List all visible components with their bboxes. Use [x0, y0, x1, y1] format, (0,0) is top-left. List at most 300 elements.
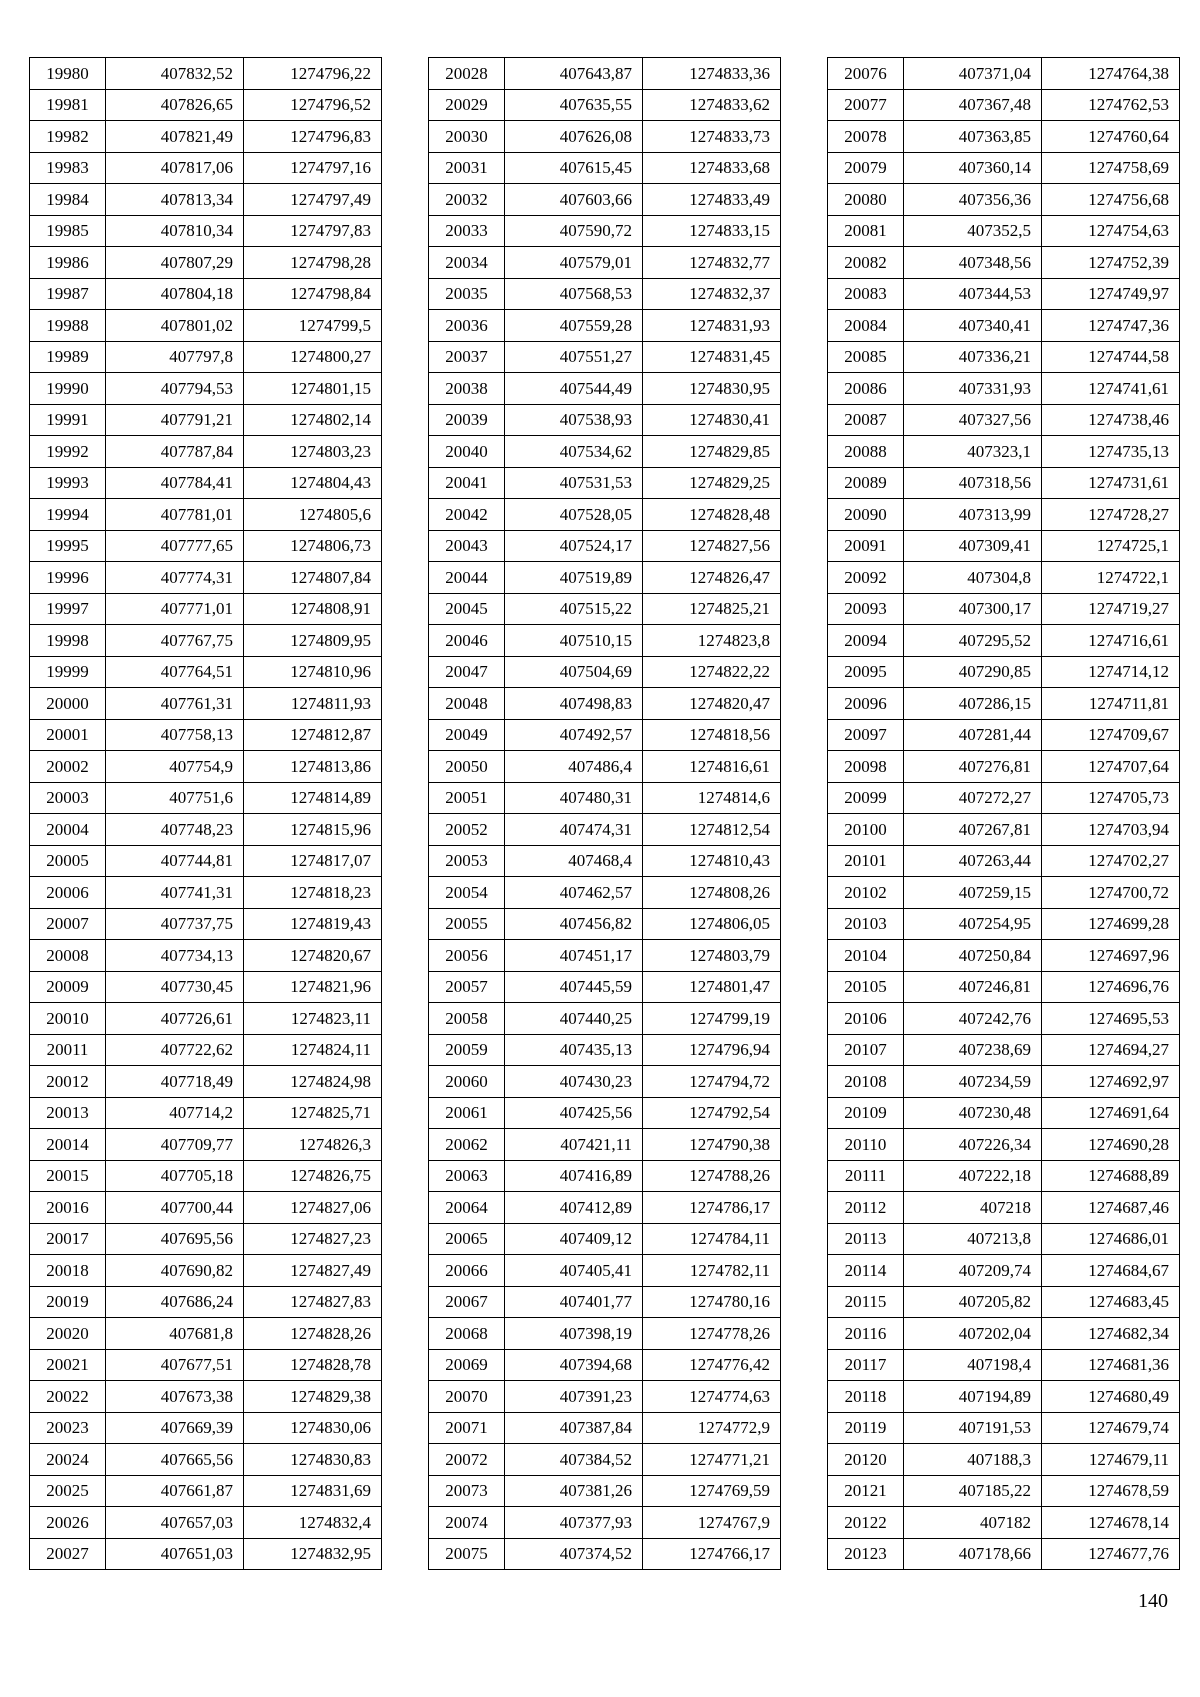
- x-coordinate-cell: 407238,69: [904, 1034, 1042, 1066]
- y-coordinate-cell: 1274833,68: [643, 152, 781, 184]
- table-row: [429, 530, 781, 562]
- table-row: [828, 1475, 1180, 1507]
- table-row: [30, 341, 382, 373]
- point-id-cell: 20021: [30, 1349, 106, 1381]
- point-id-cell: 20045: [429, 593, 505, 625]
- point-id-cell: 19980: [30, 58, 106, 90]
- point-id-cell: 20057: [429, 971, 505, 1003]
- x-coordinate-cell: 407194,89: [904, 1381, 1042, 1413]
- y-coordinate-cell: 1274769,59: [643, 1475, 781, 1507]
- y-coordinate-cell: 1274749,97: [1042, 278, 1180, 310]
- table-row: [828, 1223, 1180, 1255]
- x-coordinate-cell: 407209,74: [904, 1255, 1042, 1287]
- table-row: [429, 1349, 781, 1381]
- table-row: [828, 593, 1180, 625]
- point-id-cell: 20001: [30, 719, 106, 751]
- y-coordinate-cell: 1274722,1: [1042, 562, 1180, 594]
- point-id-cell: 20108: [828, 1066, 904, 1098]
- table-row: [30, 877, 382, 909]
- point-id-cell: 20020: [30, 1318, 106, 1350]
- table-row: [30, 656, 382, 688]
- y-coordinate-cell: 1274824,11: [244, 1034, 382, 1066]
- y-coordinate-cell: 1274832,77: [643, 247, 781, 279]
- point-id-cell: 20088: [828, 436, 904, 468]
- table-row: [30, 310, 382, 342]
- table-row: [30, 530, 382, 562]
- y-coordinate-cell: 1274832,37: [643, 278, 781, 310]
- x-coordinate-cell: 407524,17: [505, 530, 643, 562]
- point-id-cell: 20100: [828, 814, 904, 846]
- table-row: [828, 152, 1180, 184]
- x-coordinate-cell: 407230,48: [904, 1097, 1042, 1129]
- x-coordinate-cell: 407748,23: [106, 814, 244, 846]
- table-row: [828, 971, 1180, 1003]
- x-coordinate-cell: 407568,53: [505, 278, 643, 310]
- y-coordinate-cell: 1274805,6: [244, 499, 382, 531]
- y-coordinate-cell: 1274806,05: [643, 908, 781, 940]
- table-row: [828, 877, 1180, 909]
- x-coordinate-cell: 407791,21: [106, 404, 244, 436]
- table-row: [828, 908, 1180, 940]
- point-id-cell: 20038: [429, 373, 505, 405]
- y-coordinate-cell: 1274803,23: [244, 436, 382, 468]
- y-coordinate-cell: 1274820,67: [244, 940, 382, 972]
- table-row: [828, 1286, 1180, 1318]
- table-row: [30, 404, 382, 436]
- x-coordinate-cell: 407430,23: [505, 1066, 643, 1098]
- table-row: [828, 1318, 1180, 1350]
- x-coordinate-cell: 407734,13: [106, 940, 244, 972]
- x-coordinate-cell: 407222,18: [904, 1160, 1042, 1192]
- y-coordinate-cell: 1274788,26: [643, 1160, 781, 1192]
- table-row: [30, 1412, 382, 1444]
- table-row: [828, 1349, 1180, 1381]
- y-coordinate-cell: 1274782,11: [643, 1255, 781, 1287]
- table-row: [30, 1192, 382, 1224]
- x-coordinate-cell: 407821,49: [106, 121, 244, 153]
- table-row: [429, 373, 781, 405]
- point-id-cell: 20084: [828, 310, 904, 342]
- table-row: [429, 1066, 781, 1098]
- point-id-cell: 19985: [30, 215, 106, 247]
- point-id-cell: 20087: [828, 404, 904, 436]
- table-row: [429, 1034, 781, 1066]
- point-id-cell: 20033: [429, 215, 505, 247]
- x-coordinate-cell: 407794,53: [106, 373, 244, 405]
- y-coordinate-cell: 1274825,71: [244, 1097, 382, 1129]
- table-row: [828, 58, 1180, 90]
- table-row: [30, 247, 382, 279]
- x-coordinate-cell: 407445,59: [505, 971, 643, 1003]
- point-id-cell: 20062: [429, 1129, 505, 1161]
- point-id-cell: 20091: [828, 530, 904, 562]
- table-row: [429, 404, 781, 436]
- point-id-cell: 20046: [429, 625, 505, 657]
- table-row: [30, 1003, 382, 1035]
- table-row: [30, 215, 382, 247]
- y-coordinate-cell: 1274812,54: [643, 814, 781, 846]
- point-id-cell: 20077: [828, 89, 904, 121]
- point-id-cell: 20069: [429, 1349, 505, 1381]
- y-coordinate-cell: 1274694,27: [1042, 1034, 1180, 1066]
- point-id-cell: 20031: [429, 152, 505, 184]
- x-coordinate-cell: 407700,44: [106, 1192, 244, 1224]
- table-row: [30, 625, 382, 657]
- y-coordinate-cell: 1274766,17: [643, 1538, 781, 1570]
- x-coordinate-cell: 407761,31: [106, 688, 244, 720]
- point-id-cell: 20066: [429, 1255, 505, 1287]
- y-coordinate-cell: 1274813,86: [244, 751, 382, 783]
- x-coordinate-cell: 407377,93: [505, 1507, 643, 1539]
- point-id-cell: 20030: [429, 121, 505, 153]
- table-row: [429, 247, 781, 279]
- table-row: [828, 467, 1180, 499]
- table-row: [429, 152, 781, 184]
- y-coordinate-cell: 1274794,72: [643, 1066, 781, 1098]
- x-coordinate-cell: 407480,31: [505, 782, 643, 814]
- table-row: [429, 1160, 781, 1192]
- y-coordinate-cell: 1274691,64: [1042, 1097, 1180, 1129]
- x-coordinate-cell: 407722,62: [106, 1034, 244, 1066]
- x-coordinate-cell: 407300,17: [904, 593, 1042, 625]
- point-id-cell: 19999: [30, 656, 106, 688]
- point-id-cell: 20052: [429, 814, 505, 846]
- coordinate-table-2: [428, 57, 781, 1570]
- table-row: [828, 436, 1180, 468]
- x-coordinate-cell: 407435,13: [505, 1034, 643, 1066]
- table-row: [429, 971, 781, 1003]
- x-coordinate-cell: 407295,52: [904, 625, 1042, 657]
- table-row: [30, 499, 382, 531]
- point-id-cell: 20109: [828, 1097, 904, 1129]
- y-coordinate-cell: 1274826,47: [643, 562, 781, 594]
- x-coordinate-cell: 407304,8: [904, 562, 1042, 594]
- table-row: [429, 814, 781, 846]
- point-id-cell: 20014: [30, 1129, 106, 1161]
- point-id-cell: 20090: [828, 499, 904, 531]
- table-row: [828, 562, 1180, 594]
- coordinate-table-1: [29, 57, 382, 1570]
- y-coordinate-cell: 1274731,61: [1042, 467, 1180, 499]
- table-row: [828, 1034, 1180, 1066]
- point-id-cell: 20076: [828, 58, 904, 90]
- point-id-cell: 19989: [30, 341, 106, 373]
- y-coordinate-cell: 1274774,63: [643, 1381, 781, 1413]
- table-row: [429, 1318, 781, 1350]
- x-coordinate-cell: 407234,59: [904, 1066, 1042, 1098]
- table-row: [828, 625, 1180, 657]
- y-coordinate-cell: 1274828,78: [244, 1349, 382, 1381]
- y-coordinate-cell: 1274680,49: [1042, 1381, 1180, 1413]
- x-coordinate-cell: 407673,38: [106, 1381, 244, 1413]
- point-id-cell: 20118: [828, 1381, 904, 1413]
- y-coordinate-cell: 1274803,79: [643, 940, 781, 972]
- y-coordinate-cell: 1274820,47: [643, 688, 781, 720]
- y-coordinate-cell: 1274796,83: [244, 121, 382, 153]
- point-id-cell: 20116: [828, 1318, 904, 1350]
- x-coordinate-cell: 407635,55: [505, 89, 643, 121]
- y-coordinate-cell: 1274683,45: [1042, 1286, 1180, 1318]
- x-coordinate-cell: 407202,04: [904, 1318, 1042, 1350]
- y-coordinate-cell: 1274678,14: [1042, 1507, 1180, 1539]
- point-id-cell: 20059: [429, 1034, 505, 1066]
- table-row: [828, 341, 1180, 373]
- x-coordinate-cell: 407486,4: [505, 751, 643, 783]
- table-row: [30, 121, 382, 153]
- point-id-cell: 20044: [429, 562, 505, 594]
- point-id-cell: 20023: [30, 1412, 106, 1444]
- point-id-cell: 20121: [828, 1475, 904, 1507]
- table-row: [30, 1129, 382, 1161]
- x-coordinate-cell: 407352,5: [904, 215, 1042, 247]
- table-row: [429, 1538, 781, 1570]
- table-row: [828, 688, 1180, 720]
- table-row: [30, 1444, 382, 1476]
- y-coordinate-cell: 1274811,93: [244, 688, 382, 720]
- point-id-cell: 19990: [30, 373, 106, 405]
- table-row: [30, 908, 382, 940]
- point-id-cell: 19995: [30, 530, 106, 562]
- table-row: [429, 845, 781, 877]
- y-coordinate-cell: 1274808,26: [643, 877, 781, 909]
- y-coordinate-cell: 1274741,61: [1042, 373, 1180, 405]
- page-number: 140: [1138, 1590, 1168, 1612]
- point-id-cell: 20013: [30, 1097, 106, 1129]
- y-coordinate-cell: 1274695,53: [1042, 1003, 1180, 1035]
- table-row: [30, 89, 382, 121]
- y-coordinate-cell: 1274796,22: [244, 58, 382, 90]
- x-coordinate-cell: 407348,56: [904, 247, 1042, 279]
- y-coordinate-cell: 1274735,13: [1042, 436, 1180, 468]
- table-row: [828, 1129, 1180, 1161]
- table-row: [30, 940, 382, 972]
- y-coordinate-cell: 1274711,81: [1042, 688, 1180, 720]
- point-id-cell: 20053: [429, 845, 505, 877]
- x-coordinate-cell: 407695,56: [106, 1223, 244, 1255]
- point-id-cell: 20019: [30, 1286, 106, 1318]
- point-id-cell: 19993: [30, 467, 106, 499]
- point-id-cell: 20120: [828, 1444, 904, 1476]
- table-row: [429, 499, 781, 531]
- x-coordinate-cell: 407615,45: [505, 152, 643, 184]
- table-row: [30, 1475, 382, 1507]
- y-coordinate-cell: 1274756,68: [1042, 184, 1180, 216]
- table-row: [30, 971, 382, 1003]
- y-coordinate-cell: 1274747,36: [1042, 310, 1180, 342]
- point-id-cell: 20037: [429, 341, 505, 373]
- y-coordinate-cell: 1274702,27: [1042, 845, 1180, 877]
- table-row: [30, 436, 382, 468]
- table-row: [828, 1097, 1180, 1129]
- coordinate-table-3: [827, 57, 1180, 1570]
- table-row: [828, 1192, 1180, 1224]
- point-id-cell: 20049: [429, 719, 505, 751]
- table-row: [429, 1223, 781, 1255]
- table-row: [30, 845, 382, 877]
- x-coordinate-cell: 407290,85: [904, 656, 1042, 688]
- point-id-cell: 20102: [828, 877, 904, 909]
- y-coordinate-cell: 1274744,58: [1042, 341, 1180, 373]
- y-coordinate-cell: 1274828,26: [244, 1318, 382, 1350]
- table-row: [30, 1381, 382, 1413]
- y-coordinate-cell: 1274824,98: [244, 1066, 382, 1098]
- y-coordinate-cell: 1274806,73: [244, 530, 382, 562]
- y-coordinate-cell: 1274801,15: [244, 373, 382, 405]
- y-coordinate-cell: 1274679,74: [1042, 1412, 1180, 1444]
- table-row: [828, 1412, 1180, 1444]
- table-row: [828, 278, 1180, 310]
- table-row: [828, 656, 1180, 688]
- y-coordinate-cell: 1274799,19: [643, 1003, 781, 1035]
- x-coordinate-cell: 407384,52: [505, 1444, 643, 1476]
- x-coordinate-cell: 407474,31: [505, 814, 643, 846]
- y-coordinate-cell: 1274830,83: [244, 1444, 382, 1476]
- table-row: [429, 877, 781, 909]
- x-coordinate-cell: 407409,12: [505, 1223, 643, 1255]
- y-coordinate-cell: 1274758,69: [1042, 152, 1180, 184]
- point-id-cell: 19992: [30, 436, 106, 468]
- table-row: [429, 436, 781, 468]
- point-id-cell: 20003: [30, 782, 106, 814]
- table-row: [30, 1318, 382, 1350]
- x-coordinate-cell: 407797,8: [106, 341, 244, 373]
- point-id-cell: 19997: [30, 593, 106, 625]
- y-coordinate-cell: 1274776,42: [643, 1349, 781, 1381]
- table-row: [828, 1003, 1180, 1035]
- x-coordinate-cell: 407810,34: [106, 215, 244, 247]
- point-id-cell: 20024: [30, 1444, 106, 1476]
- y-coordinate-cell: 1274714,12: [1042, 656, 1180, 688]
- x-coordinate-cell: 407272,27: [904, 782, 1042, 814]
- table-row: [429, 782, 781, 814]
- x-coordinate-cell: 407744,81: [106, 845, 244, 877]
- x-coordinate-cell: 407440,25: [505, 1003, 643, 1035]
- x-coordinate-cell: 407178,66: [904, 1538, 1042, 1570]
- table-row: [30, 1066, 382, 1098]
- y-coordinate-cell: 1274821,96: [244, 971, 382, 1003]
- x-coordinate-cell: 407267,81: [904, 814, 1042, 846]
- table-body: [30, 58, 382, 1570]
- table-row: [828, 247, 1180, 279]
- y-coordinate-cell: 1274705,73: [1042, 782, 1180, 814]
- x-coordinate-cell: 407401,77: [505, 1286, 643, 1318]
- x-coordinate-cell: 407421,11: [505, 1129, 643, 1161]
- y-coordinate-cell: 1274760,64: [1042, 121, 1180, 153]
- x-coordinate-cell: 407681,8: [106, 1318, 244, 1350]
- y-coordinate-cell: 1274697,96: [1042, 940, 1180, 972]
- x-coordinate-cell: 407198,4: [904, 1349, 1042, 1381]
- point-id-cell: 20000: [30, 688, 106, 720]
- x-coordinate-cell: 407579,01: [505, 247, 643, 279]
- x-coordinate-cell: 407777,65: [106, 530, 244, 562]
- table-row: [429, 593, 781, 625]
- x-coordinate-cell: 407661,87: [106, 1475, 244, 1507]
- x-coordinate-cell: 407405,41: [505, 1255, 643, 1287]
- point-id-cell: 20096: [828, 688, 904, 720]
- y-coordinate-cell: 1274716,61: [1042, 625, 1180, 657]
- table-row: [429, 1507, 781, 1539]
- x-coordinate-cell: 407387,84: [505, 1412, 643, 1444]
- table-row: [30, 688, 382, 720]
- y-coordinate-cell: 1274831,69: [244, 1475, 382, 1507]
- point-id-cell: 20018: [30, 1255, 106, 1287]
- table-row: [828, 310, 1180, 342]
- table-row: [429, 1255, 781, 1287]
- y-coordinate-cell: 1274684,67: [1042, 1255, 1180, 1287]
- table-row: [429, 184, 781, 216]
- y-coordinate-cell: 1274709,67: [1042, 719, 1180, 751]
- y-coordinate-cell: 1274814,6: [643, 782, 781, 814]
- x-coordinate-cell: 407519,89: [505, 562, 643, 594]
- x-coordinate-cell: 407669,39: [106, 1412, 244, 1444]
- table-row: [30, 1538, 382, 1570]
- x-coordinate-cell: 407318,56: [904, 467, 1042, 499]
- x-coordinate-cell: 407781,01: [106, 499, 244, 531]
- y-coordinate-cell: 1274679,11: [1042, 1444, 1180, 1476]
- table-row: [30, 593, 382, 625]
- point-id-cell: 20072: [429, 1444, 505, 1476]
- point-id-cell: 20105: [828, 971, 904, 1003]
- point-id-cell: 20117: [828, 1349, 904, 1381]
- y-coordinate-cell: 1274681,36: [1042, 1349, 1180, 1381]
- y-coordinate-cell: 1274812,87: [244, 719, 382, 751]
- table-body: [828, 58, 1180, 1570]
- table-row: [30, 152, 382, 184]
- point-id-cell: 20002: [30, 751, 106, 783]
- table-row: [828, 1160, 1180, 1192]
- point-id-cell: 20089: [828, 467, 904, 499]
- y-coordinate-cell: 1274833,49: [643, 184, 781, 216]
- y-coordinate-cell: 1274801,47: [643, 971, 781, 1003]
- x-coordinate-cell: 407226,34: [904, 1129, 1042, 1161]
- x-coordinate-cell: 407504,69: [505, 656, 643, 688]
- point-id-cell: 19982: [30, 121, 106, 153]
- y-coordinate-cell: 1274699,28: [1042, 908, 1180, 940]
- y-coordinate-cell: 1274797,83: [244, 215, 382, 247]
- table-row: [429, 719, 781, 751]
- x-coordinate-cell: 407185,22: [904, 1475, 1042, 1507]
- x-coordinate-cell: 407391,23: [505, 1381, 643, 1413]
- y-coordinate-cell: 1274682,34: [1042, 1318, 1180, 1350]
- x-coordinate-cell: 407714,2: [106, 1097, 244, 1129]
- table-row: [828, 499, 1180, 531]
- y-coordinate-cell: 1274800,27: [244, 341, 382, 373]
- y-coordinate-cell: 1274778,26: [643, 1318, 781, 1350]
- y-coordinate-cell: 1274754,63: [1042, 215, 1180, 247]
- x-coordinate-cell: 407515,22: [505, 593, 643, 625]
- x-coordinate-cell: 407263,44: [904, 845, 1042, 877]
- table-row: [30, 467, 382, 499]
- y-coordinate-cell: 1274823,11: [244, 1003, 382, 1035]
- table-row: [429, 467, 781, 499]
- point-id-cell: 20034: [429, 247, 505, 279]
- point-id-cell: 20082: [828, 247, 904, 279]
- point-id-cell: 20042: [429, 499, 505, 531]
- point-id-cell: 20099: [828, 782, 904, 814]
- y-coordinate-cell: 1274802,14: [244, 404, 382, 436]
- x-coordinate-cell: 407213,8: [904, 1223, 1042, 1255]
- x-coordinate-cell: 407559,28: [505, 310, 643, 342]
- y-coordinate-cell: 1274688,89: [1042, 1160, 1180, 1192]
- point-id-cell: 19996: [30, 562, 106, 594]
- point-id-cell: 20028: [429, 58, 505, 90]
- x-coordinate-cell: 407191,53: [904, 1412, 1042, 1444]
- y-coordinate-cell: 1274790,38: [643, 1129, 781, 1161]
- point-id-cell: 20063: [429, 1160, 505, 1192]
- x-coordinate-cell: 407412,89: [505, 1192, 643, 1224]
- table-row: [30, 373, 382, 405]
- x-coordinate-cell: 407826,65: [106, 89, 244, 121]
